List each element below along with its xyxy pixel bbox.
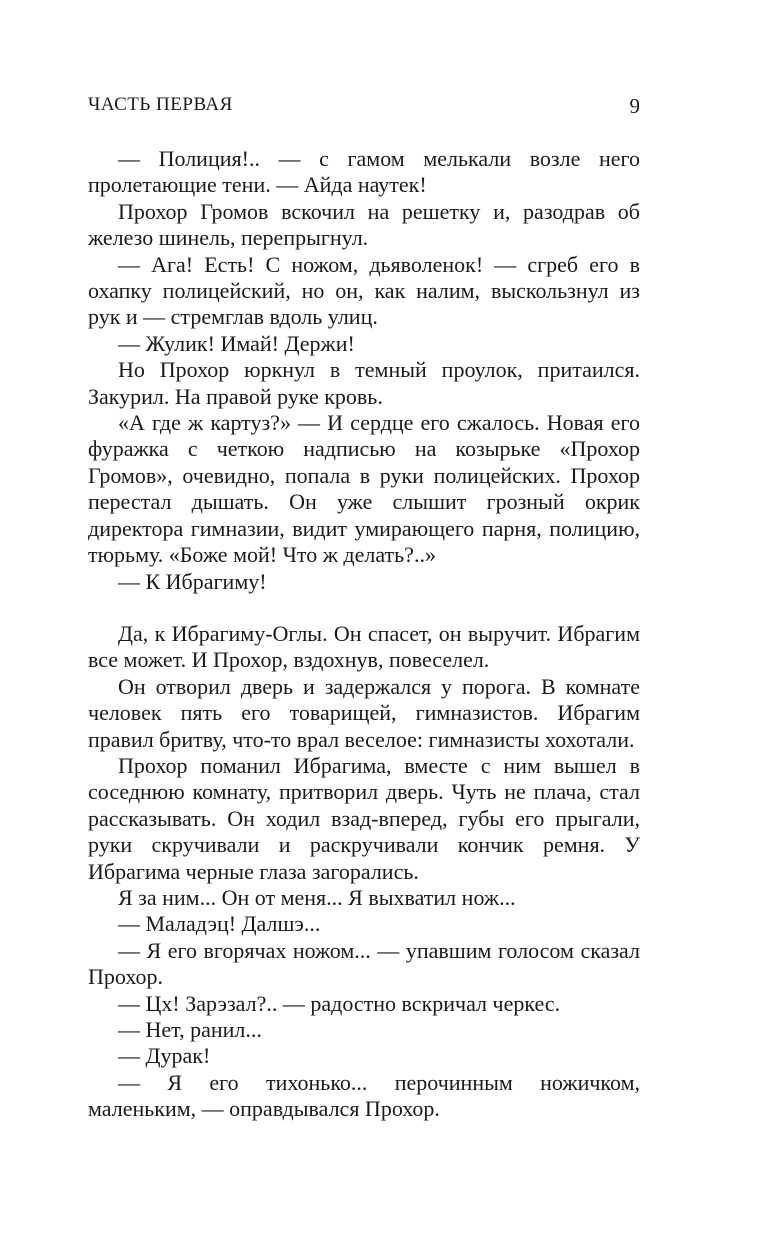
paragraph: — Я его вгорячах ножом... — упавшим голосом сказал Прохор. [88,937,640,990]
paragraph: Но Прохор юркнул в темный проулок, притаился. Закурил. На правой руке кровь. [88,357,640,409]
paragraph: — Ага! Есть! С ножом, дьяволенок! — сгреб его в охапку полицейский, но он, как налим, выскользнул из рук и — стремглав вдоль улиц. [88,251,640,330]
page-number: 9 [629,94,640,118]
paragraph: — Полиция!.. — с гамом мелькали возле него пролетающие тени. — Айда наутек! [88,146,640,198]
paragraph: Прохор поманил Ибрагима, вместе с ним вышел в соседнюю комнату, притворил дверь. Чуть не плача, стал рассказывать. Он ходил взад-вперед, губы его прыгали, руки скручивали и раскручивали кончик ремня. У Ибрагима черные глаза загорались. [88,752,640,884]
paragraph: — Я его тихонько... перочинным ножичком, маленьким, — оправдывался Прохор. [88,1069,640,1122]
body-text [88,146,640,1123]
paragraph: — Цх! Зарэзал?.. — радостно вскричал черкес. [118,990,561,1016]
paragraph: — Дурак! [118,1043,211,1069]
paragraph: — Маладэц! Далшэ... [118,911,321,937]
paragraph: Он отворил дверь и задержался у порога. В комнате человек пять его товарищей, гимназистов. Ибрагим правил бритву, что-то врал веселое: гимназисты хохотали. [88,673,640,752]
paragraph: «А где ж картуз?» — И сердце его сжалось. Новая его фуражка с четкою надписью на козырьке «Прохор Громов», очевидно, попала в руки полицейских. Прохор перестал дышать. Он уже слышит грозный окрик директора гимназии, видит умирающего парня, полицию, тюрьму. «Боже мой! Что ж делать?..» [88,410,640,568]
paragraph: — К Ибрагиму! [118,568,267,594]
paragraph: — Нет, ранил... [118,1017,262,1042]
paragraph: — Жулик! Имай! Держи! [118,330,355,356]
paragraph: Прохор Громов вскочил на решетку и, разодрав об железо шинель, перепрыгнул. [88,198,640,251]
section-break [88,595,640,621]
paragraph: Да, к Ибрагиму-Оглы. Он спасет, он выручит. Ибрагим все может. И Прохор, вздохнув, повеселел. [88,620,640,673]
running-title: ЧАСТЬ ПЕРВАЯ [88,94,233,115]
paragraph: Я за ним... Он от меня... Я выхватил нож... [118,884,516,910]
